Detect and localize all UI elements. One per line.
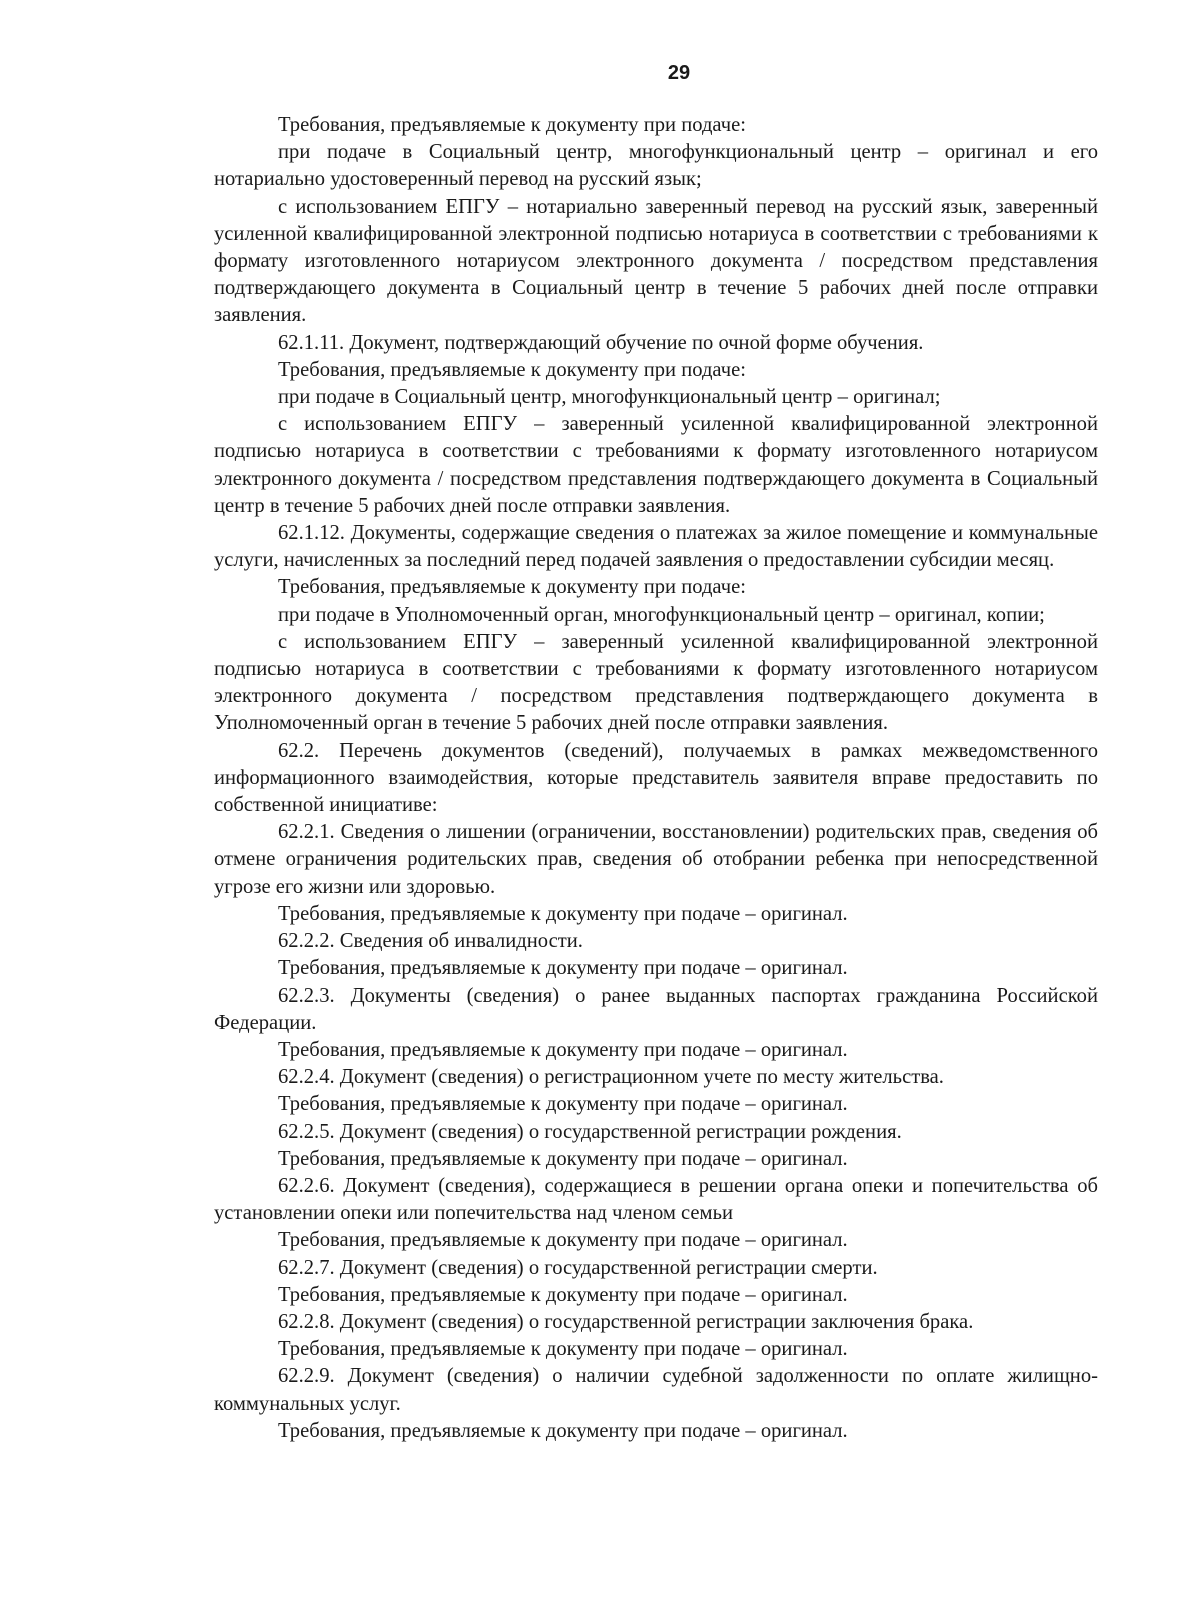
paragraph: Требования, предъявляемые к документу при подаче – оригинал. [278,957,848,980]
paragraph: 62.2.1. Сведения о лишении (ограничении, восстановлении) родительских прав, сведения об отмене ограничения родительских прав, сведения об отобрании ребенка при непосредственной угрозе его жизни или здоровью. [214,821,1098,898]
paragraph: Требования, предъявляемые к документу при подаче: [278,358,746,381]
paragraph: 62.2.7. Документ (сведения) о государственной регистрации смерти. [278,1256,878,1279]
paragraph: 62.2.8. Документ (сведения) о государственной регистрации заключения брака. [278,1310,974,1333]
paragraph: 62.2.3. Документы (сведения) о ранее выданных паспортах гражданина Российской Федерации. [214,984,1098,1034]
paragraph: 62.2.4. Документ (сведения) о регистрационном учете по месту жительства. [278,1066,944,1089]
paragraph: Требования, предъявляемые к документу при подаче: [278,114,746,136]
paragraph: Требования, предъявляемые к документу при подаче: [278,576,746,599]
paragraph: 62.2. Перечень документов (сведений), получаемых в рамках межведомственного информационного взаимодействия, которые представитель заявителя вправе предоставить по собственной инициативе: [214,739,1098,817]
paragraph: Требования, предъявляемые к документу при подаче – оригинал. [278,1419,848,1442]
paragraph: 62.2.9. Документ (сведения) о наличии судебной задолженности по оплате жилищно-коммунальных услуг. [214,1365,1098,1415]
page-number: 29 [667,62,691,84]
paragraph: с использованием ЕПГУ – заверенный усиленной квалифицированной электронной подписью нотариуса в соответствии с требованиями к формату изготовленного нотариусом электронного документа / посредством представления подтверждающего документа в Уполномоченный орган в течение 5 рабочих дней после отправки заявления. [214,630,1098,735]
paragraph: Требования, предъявляемые к документу при подаче – оригинал. [278,1229,848,1252]
paragraph: Требования, предъявляемые к документу при подаче – оригинал. [278,1038,848,1061]
paragraph: 62.2.6. Документ (сведения), содержащиеся в решении органа опеки и попечительства об установлении опеки или попечительства над членом семьи [214,1174,1098,1225]
document-body [214,112,1098,1445]
paragraph: 62.1.11. Документ, подтверждающий обучение по очной форме обучения. [278,331,924,354]
paragraph: Требования, предъявляемые к документу при подаче – оригинал. [278,1338,848,1361]
paragraph: Требования, предъявляемые к документу при подаче – оригинал. [278,1147,848,1170]
paragraph: 62.1.12. Документы, содержащие сведения о платежах за жилое помещение и коммунальные услуги, начисленных за последний перед подачей заявления о предоставлении субсидии месяц. [214,522,1098,572]
paragraph: Требования, предъявляемые к документу при подаче – оригинал. [278,1093,848,1116]
paragraph: с использованием ЕПГУ – заверенный усиленной квалифицированной электронной подписью нотариуса в соответствии с требованиями к формату изготовленного нотариусом электронного документа / посредством представления подтверждающего документа в Социальный центр в течение 5 рабочих дней после отправки заявления. [214,413,1098,517]
paragraph: при подаче в Социальный центр, многофункциональный центр – оригинал; [278,386,941,409]
paragraph: 62.2.5. Документ (сведения) о государственной регистрации рождения. [278,1120,902,1143]
paragraph: при подаче в Социальный центр, многофункциональный центр – оригинал и его нотариально удостоверенный перевод на русский язык; [214,141,1098,191]
paragraph: с использованием ЕПГУ – нотариально заверенный перевод на русский язык, заверенный усиленной квалифицированной электронной подписью нотариуса в соответствии с требованиями к формату изготовленного нотариусом электронного документа / посредством представления подтверждающего документа в Социальный центр в течение 5 рабочих дней после отправки заявления. [214,195,1098,327]
paragraph: при подаче в Уполномоченный орган, многофункциональный центр – оригинал, копии; [278,603,1045,626]
paragraph: Требования, предъявляемые к документу при подаче – оригинал. [278,1283,848,1306]
paragraph: Требования, предъявляемые к документу при подаче – оригинал. [278,902,848,925]
paragraph: 62.2.2. Сведения об инвалидности. [278,930,583,953]
